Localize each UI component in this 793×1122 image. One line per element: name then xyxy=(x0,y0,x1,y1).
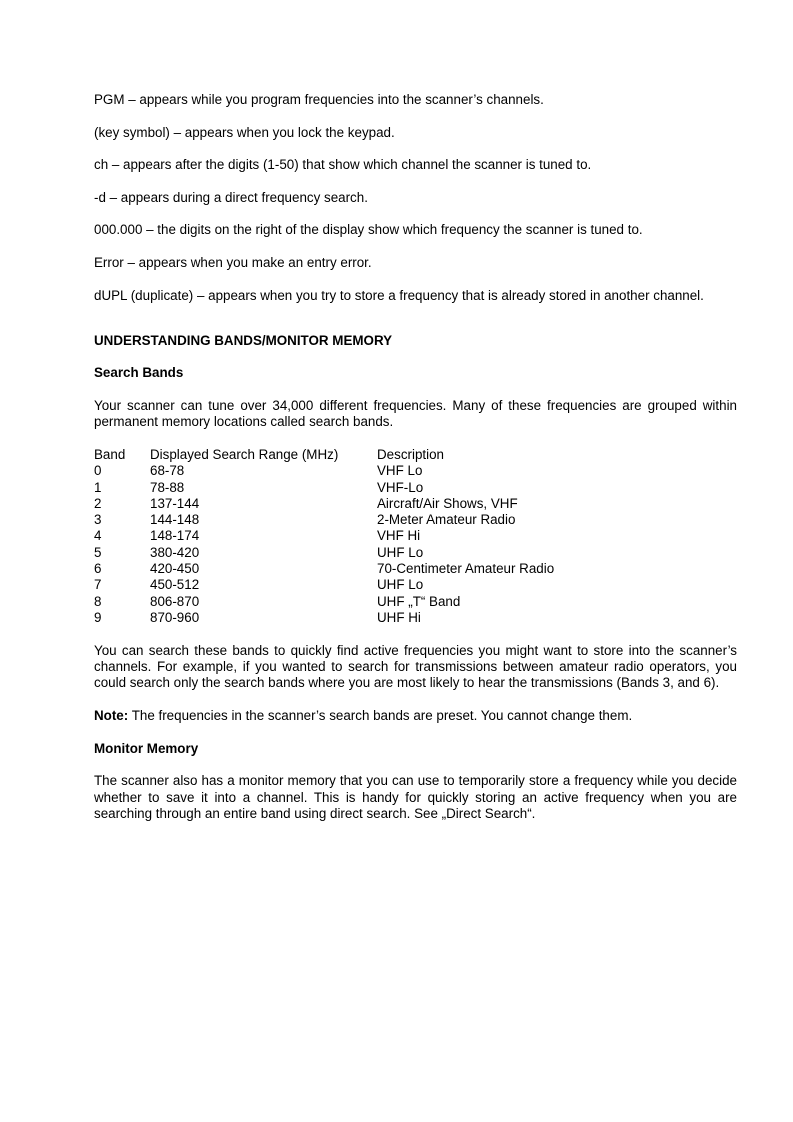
band-description: UHF „T“ Band xyxy=(377,593,461,609)
table-row xyxy=(94,512,737,528)
band-range: 806-870 xyxy=(150,593,200,609)
monitor-memory-text: The scanner also has a monitor memory that you can use to temporarily store a frequency while you decide whether to save it into a channel. This is handy for quickly storing an active frequency when you are searching through an entire band using direct search. See „Direct Search“. xyxy=(94,773,737,822)
table-row xyxy=(94,561,737,577)
table-row xyxy=(94,594,737,610)
monitor-memory-heading: Monitor Memory xyxy=(94,740,199,756)
band-range: 148-174 xyxy=(150,528,200,544)
band-range: 68-78 xyxy=(150,463,185,479)
band-description: VHF Hi xyxy=(377,528,421,544)
table-row xyxy=(94,610,737,626)
table-row xyxy=(94,545,737,561)
band-description: VHF-Lo xyxy=(377,479,424,495)
band-range: 144-148 xyxy=(150,512,200,528)
indicator-pgm: PGM – appears while you program frequencies into the scanner’s channels. xyxy=(94,92,544,107)
table-row xyxy=(94,528,737,544)
indicator-key-symbol: (key symbol) – appears when you lock the keypad. xyxy=(94,124,395,140)
indicator-ch: ch – appears after the digits (1-50) that show which channel the scanner is tuned to. xyxy=(94,157,592,173)
note-text: The frequencies in the scanner’s search bands are preset. You cannot change them. xyxy=(128,708,633,724)
table-row xyxy=(94,480,737,496)
section-heading: UNDERSTANDING BANDS/MONITOR MEMORY xyxy=(94,332,393,348)
band-number: 1 xyxy=(94,479,102,495)
band-number: 6 xyxy=(94,561,102,577)
indicator-error: Error – appears when you make an entry error. xyxy=(94,254,372,270)
header-range: Displayed Search Range (MHz) xyxy=(150,446,339,462)
search-bands-heading: Search Bands xyxy=(94,365,184,381)
band-description: 70-Centimeter Amateur Radio xyxy=(377,561,555,577)
band-range: 380-420 xyxy=(150,544,200,560)
band-description: UHF Lo xyxy=(377,544,424,560)
header-description: Description xyxy=(377,446,444,462)
note-paragraph xyxy=(94,708,737,724)
document-page xyxy=(94,92,737,822)
table-row xyxy=(94,577,737,593)
table-row xyxy=(94,463,737,479)
indicator-dupl: dUPL (duplicate) – appears when you try to store a frequency that is already stored in another channel. xyxy=(94,287,704,303)
band-range: 137-144 xyxy=(150,495,200,511)
band-number: 5 xyxy=(94,544,102,560)
band-number: 2 xyxy=(94,495,102,511)
band-description: Aircraft/Air Shows, VHF xyxy=(377,495,518,511)
search-bands-table xyxy=(94,447,737,626)
band-description: VHF Lo xyxy=(377,463,423,479)
band-description: UHF Lo xyxy=(377,577,424,593)
table-row xyxy=(94,496,737,512)
band-range: 870-960 xyxy=(150,609,200,625)
band-range: 420-450 xyxy=(150,561,200,577)
search-bands-intro: Your scanner can tune over 34,000 different frequencies. Many of these frequencies are grouped within permanent memory locations called search bands. xyxy=(94,397,737,430)
band-number: 7 xyxy=(94,577,102,593)
band-number: 3 xyxy=(94,512,102,528)
indicator-d: -d – appears during a direct frequency search. xyxy=(94,189,368,205)
header-band: Band xyxy=(94,446,126,462)
search-bands-usage: You can search these bands to quickly find active frequencies you might want to store into the scanner’s channels. For example, if you wanted to search for transmissions between amateur radio operators, you could search only the search bands where you are most likely to hear the transmissions (Bands 3, and 6). xyxy=(94,642,737,691)
table-header-row xyxy=(94,447,737,463)
band-number: 0 xyxy=(94,463,102,479)
band-number: 8 xyxy=(94,593,102,609)
note-label: Note: xyxy=(94,708,129,724)
band-range: 78-88 xyxy=(150,479,185,495)
band-description: UHF Hi xyxy=(377,609,421,625)
indicator-frequency-digits: 000.000 – the digits on the right of the display show which frequency the scanner is tuned to. xyxy=(94,222,643,238)
band-number: 9 xyxy=(94,609,102,625)
band-description: 2-Meter Amateur Radio xyxy=(377,512,516,528)
band-range: 450-512 xyxy=(150,577,200,593)
band-number: 4 xyxy=(94,528,102,544)
